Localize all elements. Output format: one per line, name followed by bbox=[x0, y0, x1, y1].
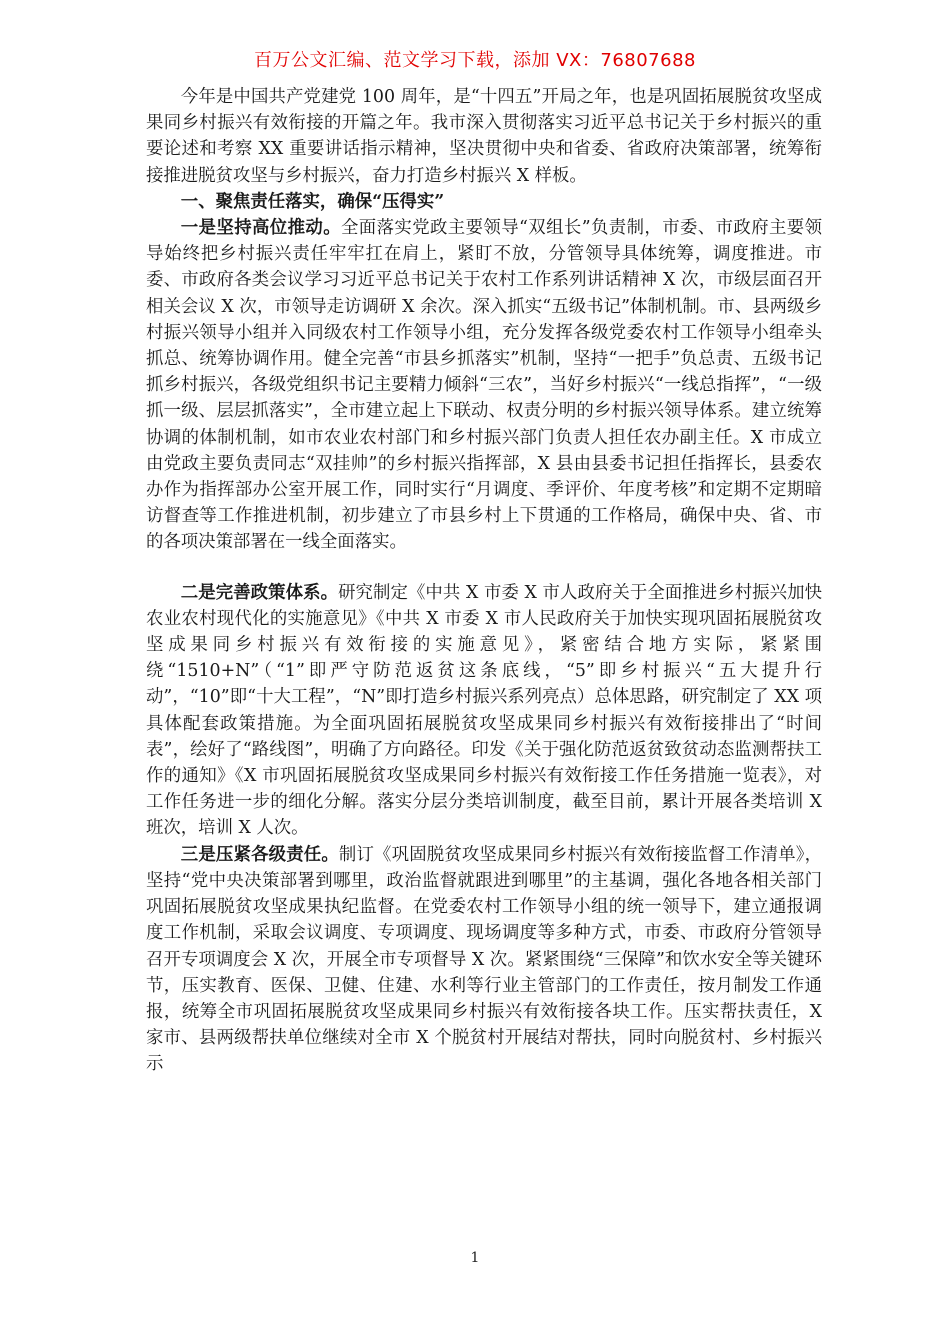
section-heading: 一、聚焦责任落实，确保“压得实” bbox=[180, 191, 445, 212]
header-banner: 百万公文汇编、范文学习下载，添加 VX：76807688 bbox=[254, 50, 696, 71]
paragraph-lead: 三是压紧各级责任。 bbox=[180, 844, 339, 865]
paragraph-text: 研究制定《中共 X 市委 X 市人政府关于全面推进乡村振兴加快农业农村现代化的实施意见》《中共 X 市委 X 市人民政府关于加快实现巩固拓展脱贫攻坚成果同乡村振兴有效衔接的实施意见》，紧密结合地方实际，紧紧围绕“1510+N”（“1”即严守防范返贫这条底线，“5”即乡村振兴“五大提升行动”，“10”即“十大工程”，“N”即打造乡村振兴系列亮点）总体思路，研究制定了 XX 项具体配套政策措施。为全面巩固拓展脱贫攻坚成果同乡村振兴有效衔接排出了“时间表”，绘好了“路线图”，明确了方向路径。印发《关于强化防范返贫致贫动态监测帮扶工作的通知》《X 市巩固拓展脱贫攻坚成果同乡村振兴有效衔接工作任务措施一览表》，对工作任务进一步的细化分解。落实分层分类培训制度，截至目前，累计开展各类培训 X 班次，培训 X 人次。 bbox=[146, 582, 822, 839]
paragraph-item bbox=[146, 580, 822, 842]
document-body bbox=[146, 84, 822, 1078]
paragraph-text: 全面落实党政主要领导“双组长”负责制，市委、市政府主要领导始终把乡村振兴责任牢牢扛在肩上，紧盯不放，分管领导具体统筹，调度推进。市委、市政府各类会议学习习近平总书记关于农村工作系列讲话精神 X 次，市级层面召开相关会议 X 次，市领导走访调研 X 余次。深入抓实“五级书记”体制机制。市、县两级乡村振兴领导小组并入同级农村工作领导小组，充分发挥各级党委农村工作领导小组牵头抓总、统筹协调作用。健全完善“市县乡抓落实”机制，坚持“一把手”负总责、五级书记抓乡村振兴，各级党组织书记主要精力倾斜“三农”，当好乡村振兴“一线总指挥”，“一级抓一级、层层抓落实”，全市建立起上下联动、权责分明的乡村振兴领导体系。建立统筹协调的体制机制，如市农业农村部门和乡村振兴部门负责人担任农办副主任。X 市成立由党政主要负责同志“双挂帅”的乡村振兴指挥部，X 县由县委书记担任指挥长，县委农办作为指挥部办公室开展工作，同时实行“月调度、季评价、年度考核”和定期不定期暗访督查等工作推进机制，初步建立了市县乡村上下贯通的工作格局，确保中央、省、市的各项决策部署在一线全面落实。 bbox=[146, 218, 822, 553]
paragraph-item bbox=[146, 215, 822, 556]
paragraph-item bbox=[146, 842, 822, 1078]
paragraph-text: 制订《巩固脱贫攻坚成果同乡村振兴有效衔接监督工作清单》，坚持“党中央决策部署到哪里，政治监督就跟进到哪里”的主基调，强化各地各相关部门巩固拓展脱贫攻坚成果执纪监督。在党委农村工作领导小组的统一领导下，建立通报调度工作机制，采取会议调度、专项调度、现场调度等多种方式，市委、市政府分管领导召开专项调度会 X 次，开展全市专项督导 X 次。紧紧围绕“三保障”和饮水安全等关键环节，压实教育、医保、卫健、住建、水利等行业主管部门的工作责任，按月制发工作通报，统筹全市巩固拓展脱贫攻坚成果同乡村振兴有效衔接各块工作。压实帮扶责任，X 家市、县两级帮扶单位继续对全市 X 个脱贫村开展结对帮扶，同时向脱贫村、乡村振兴示 bbox=[146, 844, 822, 1075]
paragraph-lead: 一是坚持高位推动。 bbox=[180, 218, 341, 239]
paragraph-lead: 二是完善政策体系。 bbox=[180, 582, 339, 603]
intro-paragraph: 今年是中国共产党建党 100 周年，是“十四五”开局之年，也是巩固拓展脱贫攻坚成果同乡村振兴有效衔接的开篇之年。我市深入贯彻落实习近平总书记关于乡村振兴的重要论述和考察 XX 重要讲话指示精神，坚决贯彻中央和省委、省政府决策部署，统筹衔接推进脱贫攻坚与乡村振兴，奋力打造乡村振兴 X 样板。 bbox=[146, 87, 822, 186]
page-number: 1 bbox=[470, 1250, 480, 1266]
